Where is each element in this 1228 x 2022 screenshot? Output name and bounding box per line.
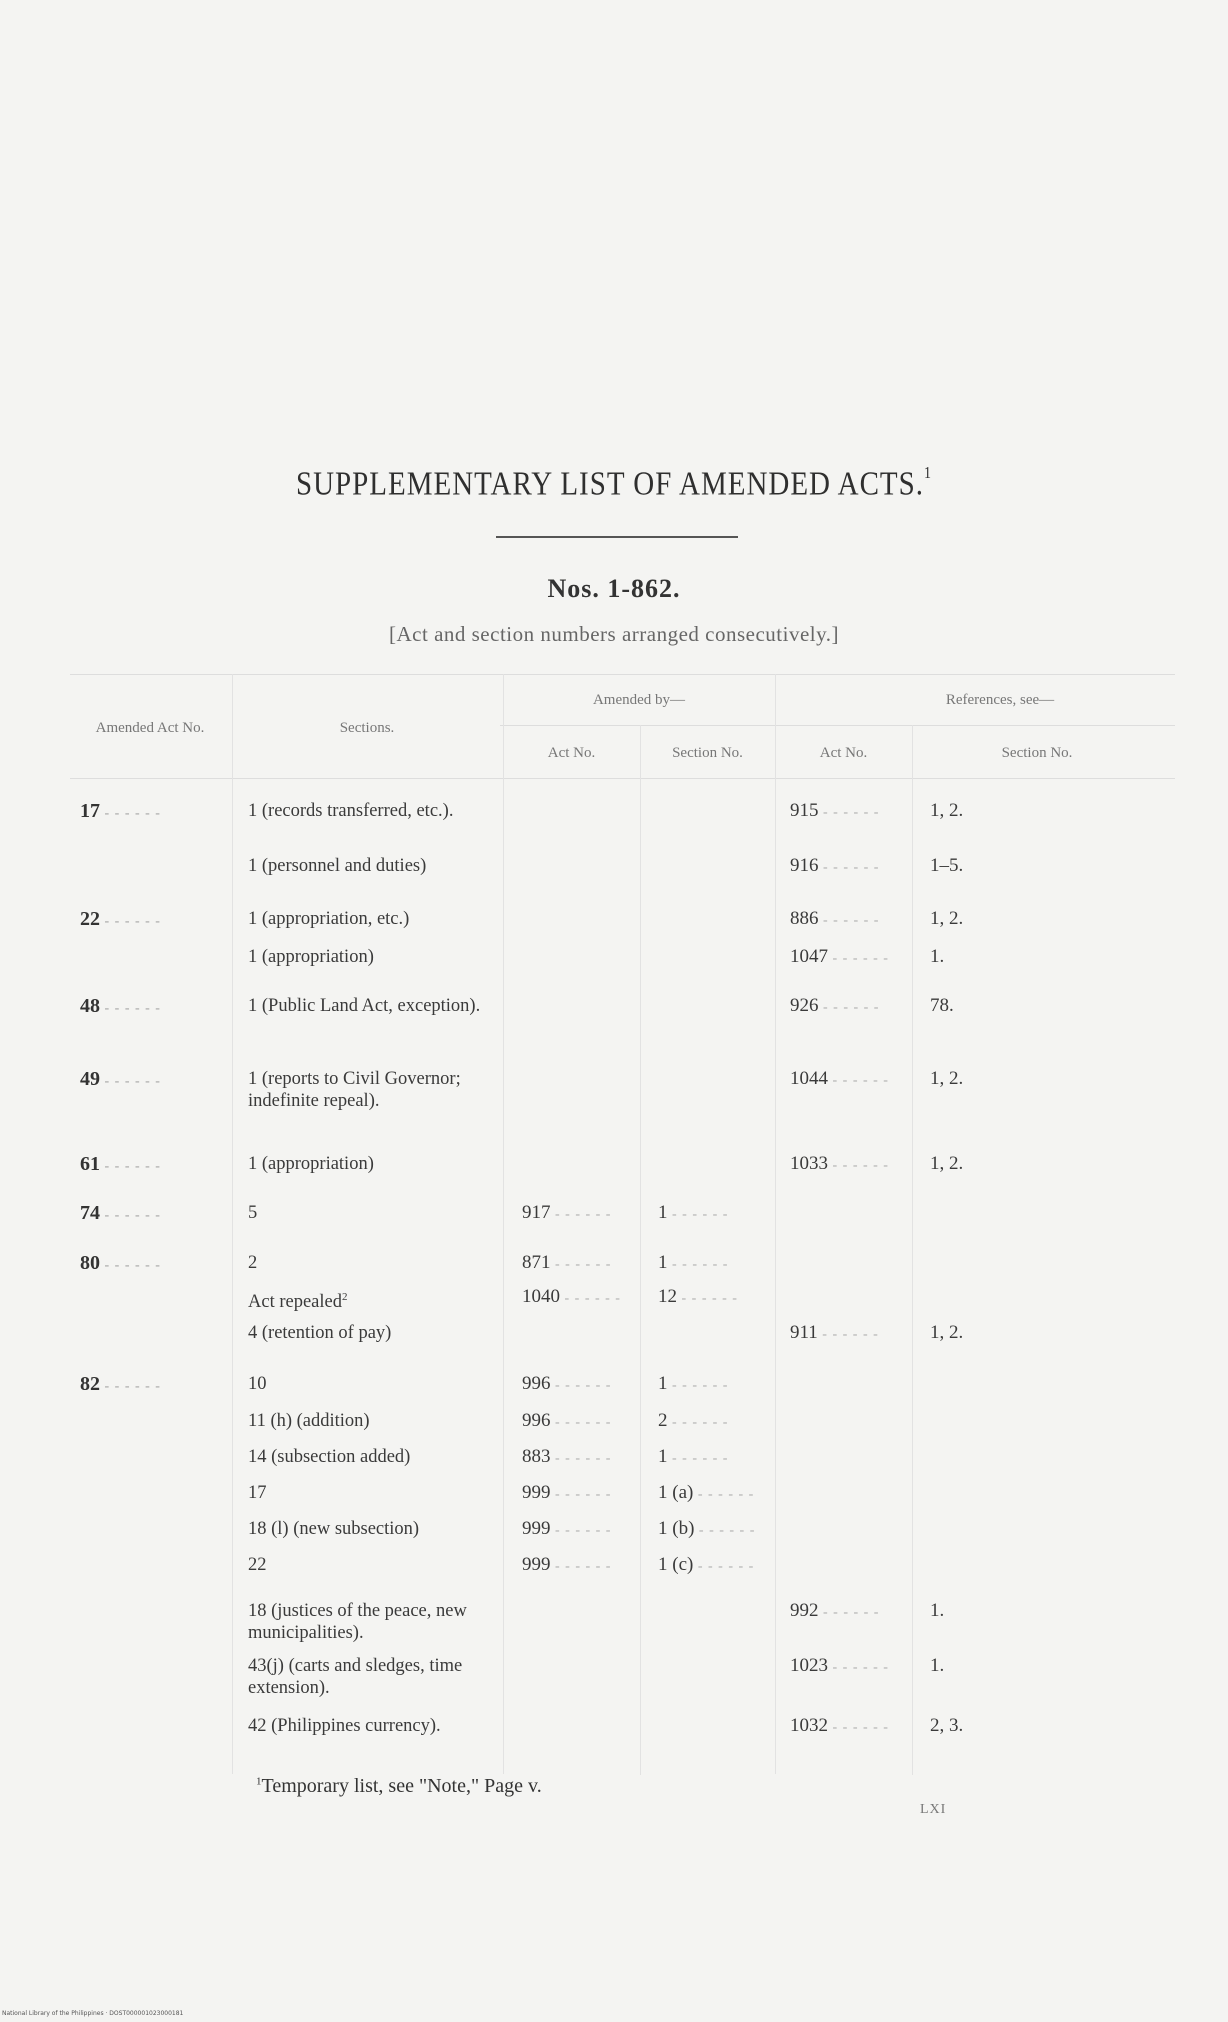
page-title: SUPPLEMENTARY LIST OF AMENDED ACTS.$^1$ bbox=[295, 465, 933, 503]
column-divider bbox=[912, 725, 913, 1775]
amended-act-number: 22 - - - - - - bbox=[80, 908, 161, 930]
amending-act-number: 999 - - - - - - bbox=[522, 1482, 612, 1503]
reference-section-number: 1–5. bbox=[930, 855, 964, 876]
section-description: 17 bbox=[248, 1483, 267, 1503]
section-description: 14 (subsection added) bbox=[248, 1447, 411, 1467]
leader-dots: - - - - - - bbox=[677, 1291, 738, 1306]
leader-dots: - - - - - - bbox=[828, 1660, 889, 1675]
header-amended-by: Amended by— bbox=[592, 692, 686, 708]
reference-act-number: 1023 - - - - - - bbox=[790, 1655, 889, 1676]
leader-dots: - - - - - - bbox=[828, 1720, 889, 1735]
amending-act-number: 999 - - - - - - bbox=[522, 1554, 612, 1575]
leader-dots: - - - - - - bbox=[817, 1327, 879, 1342]
amending-act-number: 996 - - - - - - bbox=[522, 1410, 612, 1431]
section-description: 1 (Public Land Act, exception). bbox=[248, 996, 481, 1016]
column-divider bbox=[640, 725, 641, 1775]
reference-section-number: 78. bbox=[930, 995, 954, 1016]
header-act-no: Act No. bbox=[547, 745, 596, 761]
leader-dots: - - - - - - bbox=[694, 1523, 756, 1538]
section-description: 5 bbox=[248, 1203, 258, 1223]
section-description: 1 (records transferred, etc.). bbox=[248, 801, 454, 821]
leader-dots: - - - - - - bbox=[550, 1451, 612, 1466]
leader-dots: - - - - - - bbox=[667, 1257, 729, 1272]
column-divider bbox=[775, 674, 776, 1774]
amending-section-number: 1 - - - - - - bbox=[658, 1202, 729, 1223]
section-description: 1 (personnel and duties) bbox=[248, 856, 427, 876]
amending-section-number: 1 - - - - - - bbox=[658, 1373, 729, 1394]
section-description: 10 bbox=[248, 1374, 267, 1394]
amended-act-number: 74 - - - - - - bbox=[80, 1202, 161, 1224]
leader-dots: - - - - - - bbox=[693, 1559, 755, 1574]
reference-section-number: 1. bbox=[930, 1600, 945, 1621]
leader-dots: - - - - - - bbox=[818, 1605, 880, 1620]
amending-section-number: 1 - - - - - - bbox=[658, 1446, 729, 1467]
page-number: LXI bbox=[920, 1802, 947, 1817]
section-description: 43(j) (carts and sledges, time extension). bbox=[248, 1656, 463, 1698]
leader-dots: - - - - - - bbox=[550, 1378, 612, 1393]
section-description: 18 (justices of the peace, new municipalities). bbox=[248, 1601, 467, 1643]
reference-section-number: 2, 3. bbox=[930, 1715, 964, 1736]
leader-dots: - - - - - - bbox=[818, 805, 880, 820]
header-ref-section-no: Section No. bbox=[1001, 745, 1073, 761]
column-divider bbox=[232, 674, 233, 1774]
section-description: 11 (h) (addition) bbox=[248, 1411, 370, 1431]
reference-section-number: 1. bbox=[930, 1655, 945, 1676]
header-mid-rule bbox=[500, 725, 1175, 726]
amending-act-number: 883 - - - - - - bbox=[522, 1446, 612, 1467]
header-sections: Sections. bbox=[339, 720, 395, 736]
leader-dots: - - - - - - bbox=[550, 1487, 612, 1502]
leader-dots: - - - - - - bbox=[100, 1208, 161, 1223]
amending-section-number: 1 (b) - - - - - - bbox=[658, 1518, 756, 1539]
amended-act-number: 17 - - - - - - bbox=[80, 800, 161, 822]
reference-act-number: 1047 - - - - - - bbox=[790, 946, 889, 967]
reference-act-number: 1044 - - - - - - bbox=[790, 1068, 889, 1089]
leader-dots: - - - - - - bbox=[818, 1000, 880, 1015]
header-ref-act-no: Act No. bbox=[819, 745, 868, 761]
leader-dots: - - - - - - bbox=[693, 1487, 755, 1502]
leader-dots: - - - - - - bbox=[550, 1415, 612, 1430]
section-description: 2 bbox=[248, 1253, 258, 1273]
leader-dots: - - - - - - bbox=[100, 1258, 161, 1273]
section-description: 1 (appropriation) bbox=[248, 947, 374, 967]
leader-dots: - - - - - - bbox=[818, 860, 880, 875]
leader-dots: - - - - - - bbox=[828, 1158, 889, 1173]
leader-dots: - - - - - - bbox=[550, 1257, 612, 1272]
section-description: 4 (retention of pay) bbox=[248, 1323, 392, 1343]
amended-act-number: 49 - - - - - - bbox=[80, 1068, 161, 1090]
reference-act-number: 915 - - - - - - bbox=[790, 800, 880, 821]
arrangement-note: [Act and section numbers arranged consecutively.] bbox=[389, 622, 839, 646]
leader-dots: - - - - - - bbox=[667, 1451, 729, 1466]
leader-dots: - - - - - - bbox=[828, 1073, 889, 1088]
header-references: References, see— bbox=[945, 692, 1055, 708]
leader-dots: - - - - - - bbox=[828, 951, 889, 966]
amended-act-number: 48 - - - - - - bbox=[80, 995, 161, 1017]
section-description: 42 (Philippines currency). bbox=[248, 1716, 441, 1736]
leader-dots: - - - - - - bbox=[667, 1207, 729, 1222]
page-subtitle: Nos. 1-862. bbox=[547, 574, 681, 603]
amending-act-number: 917 - - - - - - bbox=[522, 1202, 612, 1223]
amending-section-number: 2 - - - - - - bbox=[658, 1410, 729, 1431]
amending-act-number: 999 - - - - - - bbox=[522, 1518, 612, 1539]
leader-dots: - - - - - - bbox=[550, 1207, 612, 1222]
leader-dots: - - - - - - bbox=[100, 806, 161, 821]
reference-act-number: 1032 - - - - - - bbox=[790, 1715, 889, 1736]
reference-section-number: 1, 2. bbox=[930, 908, 964, 929]
title-footnote-mark: 1 bbox=[924, 465, 933, 483]
leader-dots: - - - - - - bbox=[100, 1379, 161, 1394]
library-stamp: National Library of the Philippines · DOST000001023000181 bbox=[2, 2010, 184, 2017]
reference-act-number: 992 - - - - - - bbox=[790, 1600, 880, 1621]
leader-dots: - - - - - - bbox=[100, 1159, 161, 1174]
amended-act-number: 82 - - - - - - bbox=[80, 1373, 161, 1395]
header-bottom-rule bbox=[70, 778, 1175, 779]
section-description: Act repealed$^2$ bbox=[248, 1291, 348, 1313]
section-footnote-mark: 2 bbox=[341, 1291, 348, 1303]
reference-section-number: 1, 2. bbox=[930, 1153, 964, 1174]
column-divider bbox=[503, 674, 504, 1774]
reference-section-number: 1, 2. bbox=[930, 1068, 964, 1089]
footnote-mark: 1 bbox=[256, 1775, 262, 1788]
reference-section-number: 1. bbox=[930, 946, 945, 967]
section-description: 18 (l) (new subsection) bbox=[248, 1519, 420, 1539]
section-description: 1 (appropriation, etc.) bbox=[248, 909, 410, 929]
leader-dots: - - - - - - bbox=[100, 914, 161, 929]
leader-dots: - - - - - - bbox=[818, 913, 880, 928]
amending-section-number: 1 (a) - - - - - - bbox=[658, 1482, 755, 1503]
section-description: 1 (reports to Civil Governor; indefinite repeal). bbox=[248, 1069, 461, 1111]
reference-section-number: 1, 2. bbox=[930, 1322, 964, 1343]
header-amended-act-no: Amended Act No. bbox=[95, 720, 205, 736]
header-section-no: Section No. bbox=[672, 745, 743, 761]
section-description: 1 (appropriation) bbox=[248, 1154, 374, 1174]
reference-act-number: 916 - - - - - - bbox=[790, 855, 880, 876]
amending-act-number: 871 - - - - - - bbox=[522, 1252, 612, 1273]
leader-dots: - - - - - - bbox=[100, 1074, 161, 1089]
leader-dots: - - - - - - bbox=[100, 1001, 161, 1016]
leader-dots: - - - - - - bbox=[667, 1415, 729, 1430]
amending-section-number: 12 - - - - - - bbox=[658, 1286, 738, 1307]
reference-act-number: 886 - - - - - - bbox=[790, 908, 880, 929]
leader-dots: - - - - - - bbox=[550, 1559, 612, 1574]
amending-act-number: 1040 - - - - - - bbox=[522, 1286, 621, 1307]
table-top-rule bbox=[70, 674, 1175, 675]
reference-act-number: 926 - - - - - - bbox=[790, 995, 880, 1016]
footnote: $^1$Temporary list, see "Note," Page v. bbox=[256, 1775, 542, 1797]
section-description: 22 bbox=[248, 1555, 267, 1575]
amending-section-number: 1 - - - - - - bbox=[658, 1252, 729, 1273]
amended-act-number: 80 - - - - - - bbox=[80, 1252, 161, 1274]
amending-act-number: 996 - - - - - - bbox=[522, 1373, 612, 1394]
reference-section-number: 1, 2. bbox=[930, 800, 964, 821]
leader-dots: - - - - - - bbox=[560, 1291, 621, 1306]
reference-act-number: 911 - - - - - - bbox=[790, 1322, 879, 1343]
reference-act-number: 1033 - - - - - - bbox=[790, 1153, 889, 1174]
title-rule bbox=[496, 536, 738, 538]
amended-act-number: 61 - - - - - - bbox=[80, 1153, 161, 1175]
leader-dots: - - - - - - bbox=[667, 1378, 729, 1393]
leader-dots: - - - - - - bbox=[550, 1523, 612, 1538]
amending-section-number: 1 (c) - - - - - - bbox=[658, 1554, 755, 1575]
